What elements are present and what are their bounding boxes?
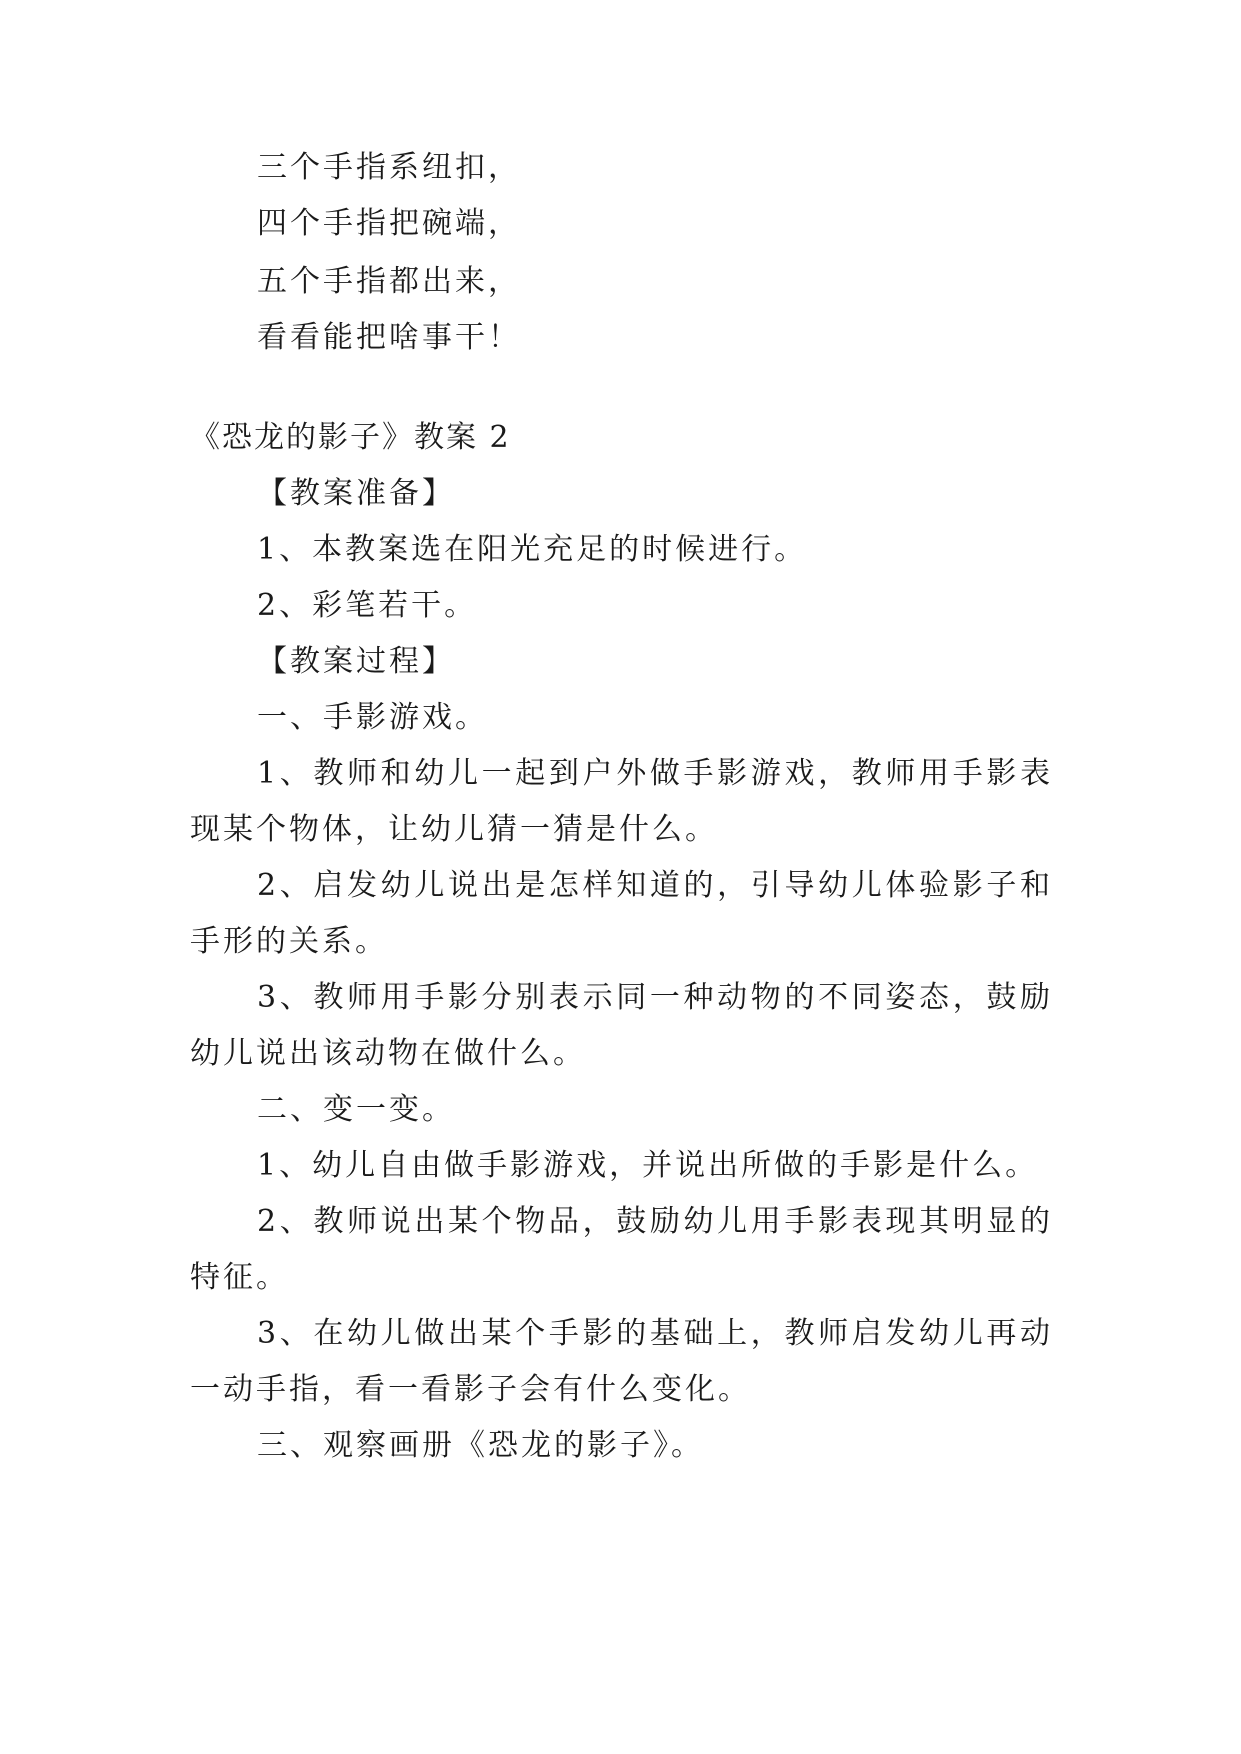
part2-item-2-line-1: 2、教师说出某个物品，鼓励幼儿用手影表现其明显的 [257, 1204, 1050, 1239]
part2-item-1-line-1: 1、幼儿自由做手影游戏，并说出所做的手影是什么。 [257, 1148, 1039, 1183]
prep-item-1: 1、本教案选在阳光充足的时候进行。 [257, 532, 808, 567]
part1-item-2-line-2: 手形的关系。 [190, 924, 388, 959]
part1-item-3-line-1: 3、教师用手影分别表示同一种动物的不同姿态，鼓励 [257, 980, 1050, 1015]
part2-item-3-line-2: 一动手指，看一看影子会有什么变化。 [190, 1372, 751, 1407]
part2-item-2-line-2: 特征。 [190, 1260, 289, 1295]
part1-heading: 一、手影游戏。 [257, 700, 488, 735]
part2-heading: 二、变一变。 [257, 1092, 455, 1127]
part1-item-2-line-1: 2、启发幼儿说出是怎样知道的，引导幼儿体验影子和 [257, 868, 1050, 903]
poem-line-3: 五个手指都出来， [257, 264, 521, 299]
poem-line-4: 看看能把啥事干！ [257, 320, 521, 355]
process-heading: 【教案过程】 [257, 644, 455, 679]
prep-heading: 【教案准备】 [257, 476, 455, 511]
prep-item-2: 2、彩笔若干。 [257, 588, 478, 623]
part3-heading: 三、观察画册《恐龙的影子》。 [257, 1428, 704, 1463]
part1-item-3-line-2: 幼儿说出该动物在做什么。 [190, 1036, 586, 1071]
section-title: 《恐龙的影子》教案 2 [190, 420, 511, 455]
part1-item-1-line-1: 1、教师和幼儿一起到户外做手影游戏，教师用手影表 [257, 756, 1050, 791]
poem-line-1: 三个手指系纽扣， [257, 150, 521, 185]
part1-item-1-line-2: 现某个物体，让幼儿猜一猜是什么。 [190, 812, 718, 847]
part2-item-3-line-1: 3、在幼儿做出某个手影的基础上，教师启发幼儿再动 [257, 1316, 1050, 1351]
poem-line-2: 四个手指把碗端， [257, 206, 521, 241]
